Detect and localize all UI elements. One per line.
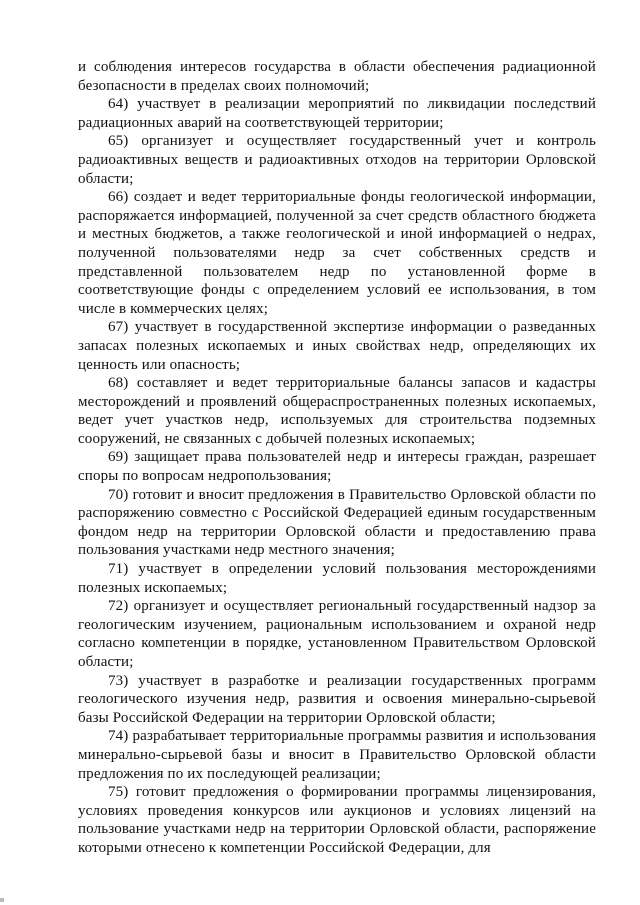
paragraph-item-73: 73) участвует в разработке и реализации государственных программ геологического изучения недр, развития и освоения минерально-сырьевой базы Российской Федерации на территории Орловской области; xyxy=(78,672,596,726)
paragraph-item-75: 75) готовит предложения о формировании программы лицензирования, условиях проведения конкурсов или аукционов и условиях лицензий на пользование участками недр на территории Орловской области, распоряжение которыми отнесено к компетенции Российской Федерации, для xyxy=(78,784,596,856)
paragraph-item-67: 67) участвует в государственной экспертизе информации о разведанных запасах полезных ископаемых и иных свойствах недр, определяющих их ценность или опасность; xyxy=(78,319,596,373)
document-page xyxy=(78,58,596,858)
paragraph-item-71: 71) участвует в определении условий пользования месторождениями полезных ископаемых; xyxy=(78,561,596,596)
paragraph-item-72: 72) организует и осуществляет региональный государственный надзор за геологическим изучением, рациональным использованием и охраной недр согласно компетенции в порядке, установленном Правительством Орловской области; xyxy=(78,598,596,670)
paragraph-item-69: 69) защищает права пользователей недр и интересы граждан, разрешает споры по вопросам недропользования; xyxy=(78,449,596,485)
scan-edge-mark xyxy=(0,898,4,902)
paragraph-continuation: и соблюдения интересов государства в области обеспечения радиационной безопасности в пределах своих полномочий; xyxy=(78,59,596,94)
paragraph-item-74: 74) разрабатывает территориальные программы развития и использования минерально-сырьевой базы и вносит в Правительство Орловской области предложения по их последующей реализации; xyxy=(78,728,596,782)
paragraph-item-66: 66) создает и ведет территориальные фонды геологической информации, распоряжается информацией, полученной за счет средств областного бюджета и местных бюджетов, а также геологической и иной информацией о недрах, полученной пользователями недр за счет собственных средств и представленной пользователем недр по установленной форме в соответствующие фонды с определением условий ее использования, в том числе в коммерческих целях; xyxy=(78,189,596,317)
paragraph-item-64: 64) участвует в реализации мероприятий по ликвидации последствий радиационных аварий на соответствующей территории; xyxy=(78,96,596,131)
paragraph-item-65: 65) организует и осуществляет государственный учет и контроль радиоактивных веществ и радиоактивных отходов на территории Орловской области; xyxy=(78,133,596,187)
paragraph-item-68: 68) составляет и ведет территориальные балансы запасов и кадастры месторождений и проявлений общераспространенных полезных ископаемых, ведет учет участков недр, используемых для строительства подземных сооружений, не связанных с добычей полезных ископаемых; xyxy=(78,375,596,447)
paragraph-item-70: 70) готовит и вносит предложения в Правительство Орловской области по распоряжению совместно с Российской Федерацией единым государственным фондом недр на территории Орловской области и предоставлению права пользования участками недр местного значения; xyxy=(78,486,596,559)
